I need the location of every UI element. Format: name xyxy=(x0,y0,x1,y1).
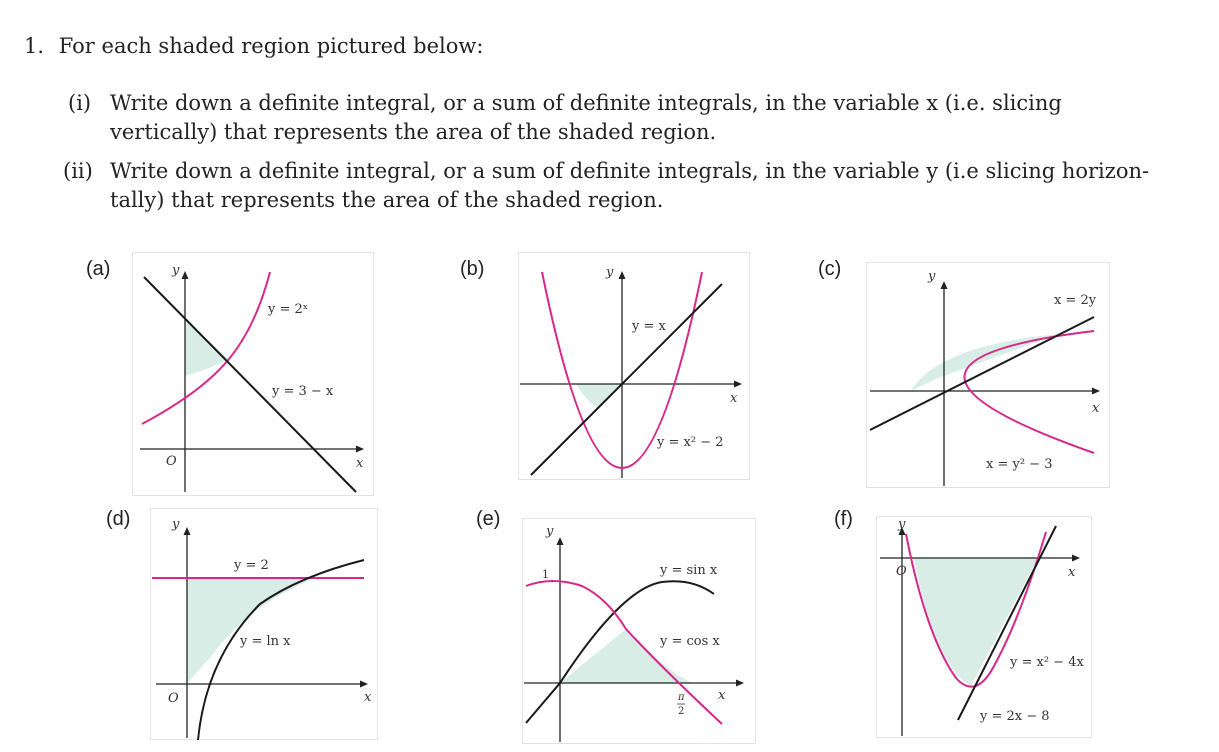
figure-f-y-label: y xyxy=(898,517,906,532)
figure-e-x-arrow xyxy=(736,680,744,687)
figure-e-frame xyxy=(523,519,756,744)
figure-c-y-label: y xyxy=(928,269,936,284)
figure-e-x-tick-den: 2 xyxy=(678,706,685,717)
figure-b-label: (b) xyxy=(460,258,485,280)
figure-f-x-arrow xyxy=(1072,555,1080,562)
figure-e-eq-sin: y = sin x xyxy=(660,563,718,578)
part-i-text xyxy=(110,89,1140,147)
figure-f-eq-line: y = 2x − 8 xyxy=(980,709,1050,724)
figure-a-label: (a) xyxy=(86,258,111,280)
figure-a xyxy=(132,252,374,496)
part-i xyxy=(68,89,1168,149)
figure-d xyxy=(150,508,378,740)
problem-statement xyxy=(24,34,483,58)
figure-d-shaded-region xyxy=(187,578,316,684)
figure-d-x-label: x xyxy=(364,690,372,705)
figure-a-x-arrow xyxy=(356,446,364,453)
figure-f-origin: O xyxy=(896,564,907,579)
figure-c-label: (c) xyxy=(818,258,842,280)
figure-e-label: (e) xyxy=(476,508,501,530)
part-ii xyxy=(63,157,1173,217)
part-ii-line2: tally) that represents the area of the shaded region. xyxy=(110,188,664,212)
figure-e-eq-cos: y = cos x xyxy=(660,634,720,649)
figure-a-eq-line: y = 3 − x xyxy=(272,384,334,399)
problem-number: 1. xyxy=(24,34,45,58)
figure-e-x-tick-num: π xyxy=(678,692,685,703)
figure-e-y-label: y xyxy=(546,524,554,539)
figure-d-eq-ln: y = ln x xyxy=(240,634,291,649)
figure-d-label: (d) xyxy=(106,508,131,530)
figure-d-origin: O xyxy=(168,691,179,706)
figure-d-frame xyxy=(151,509,378,740)
figure-c-x-arrow xyxy=(1092,388,1100,395)
figure-a-origin: O xyxy=(166,454,177,469)
part-ii-label: (ii) xyxy=(63,159,93,183)
figure-b-y-label: y xyxy=(606,265,614,280)
figure-d-y-arrow xyxy=(184,527,191,535)
part-i-label: (i) xyxy=(68,91,92,115)
figure-b-y-arrow xyxy=(619,271,626,279)
part-i-line1: Write down a definite integral, or a sum of definite integrals, in the variable x (i.e. slicing xyxy=(110,91,1062,115)
figure-e-y-arrow xyxy=(557,537,564,545)
figure-d-y-label: y xyxy=(172,517,180,532)
figure-f-eq-parabola: y = x² − 4x xyxy=(1010,655,1084,670)
figure-e-y-tick-1: 1 xyxy=(542,568,549,581)
figure-c-eq-line: x = 2y xyxy=(1054,293,1097,308)
figure-b-x-arrow xyxy=(734,381,742,388)
figure-c-line xyxy=(870,317,1094,430)
figure-e xyxy=(522,518,756,744)
figure-b-shaded-region xyxy=(576,384,622,409)
figure-d-eq-y2: y = 2 xyxy=(234,558,269,573)
figure-a-x-label: x xyxy=(356,456,364,471)
figure-f-x-label: x xyxy=(1068,565,1076,580)
figure-c-eq-parabola: x = y² − 3 xyxy=(986,457,1053,472)
figure-d-x-arrow xyxy=(360,681,368,688)
part-ii-line1: Write down a definite integral, or a sum of definite integrals, in the variable y (i.e slicing horizon- xyxy=(110,159,1150,183)
figure-b-eq-line: y = x xyxy=(632,319,666,334)
part-ii-text xyxy=(110,157,1150,215)
figure-e-x-label: x xyxy=(718,688,726,703)
figure-a-y-label: y xyxy=(172,263,180,278)
problem-intro: For each shaded region pictured below: xyxy=(58,34,484,58)
figure-c xyxy=(866,262,1110,488)
figure-c-x-label: x xyxy=(1092,401,1100,416)
figure-a-eq-exp: y = 2ˣ xyxy=(268,302,309,317)
figure-b-eq-parabola: y = x² − 2 xyxy=(657,435,724,450)
figure-b-x-label: x xyxy=(730,391,738,406)
figure-a-y-arrow xyxy=(182,271,189,279)
figure-b xyxy=(518,252,750,480)
part-i-line2: vertically) that represents the area of the shaded region. xyxy=(110,120,717,144)
figure-c-shaded-region xyxy=(911,334,1058,391)
figure-c-y-arrow xyxy=(941,281,948,289)
figure-f-label: (f) xyxy=(834,508,853,530)
figure-f xyxy=(876,516,1092,738)
